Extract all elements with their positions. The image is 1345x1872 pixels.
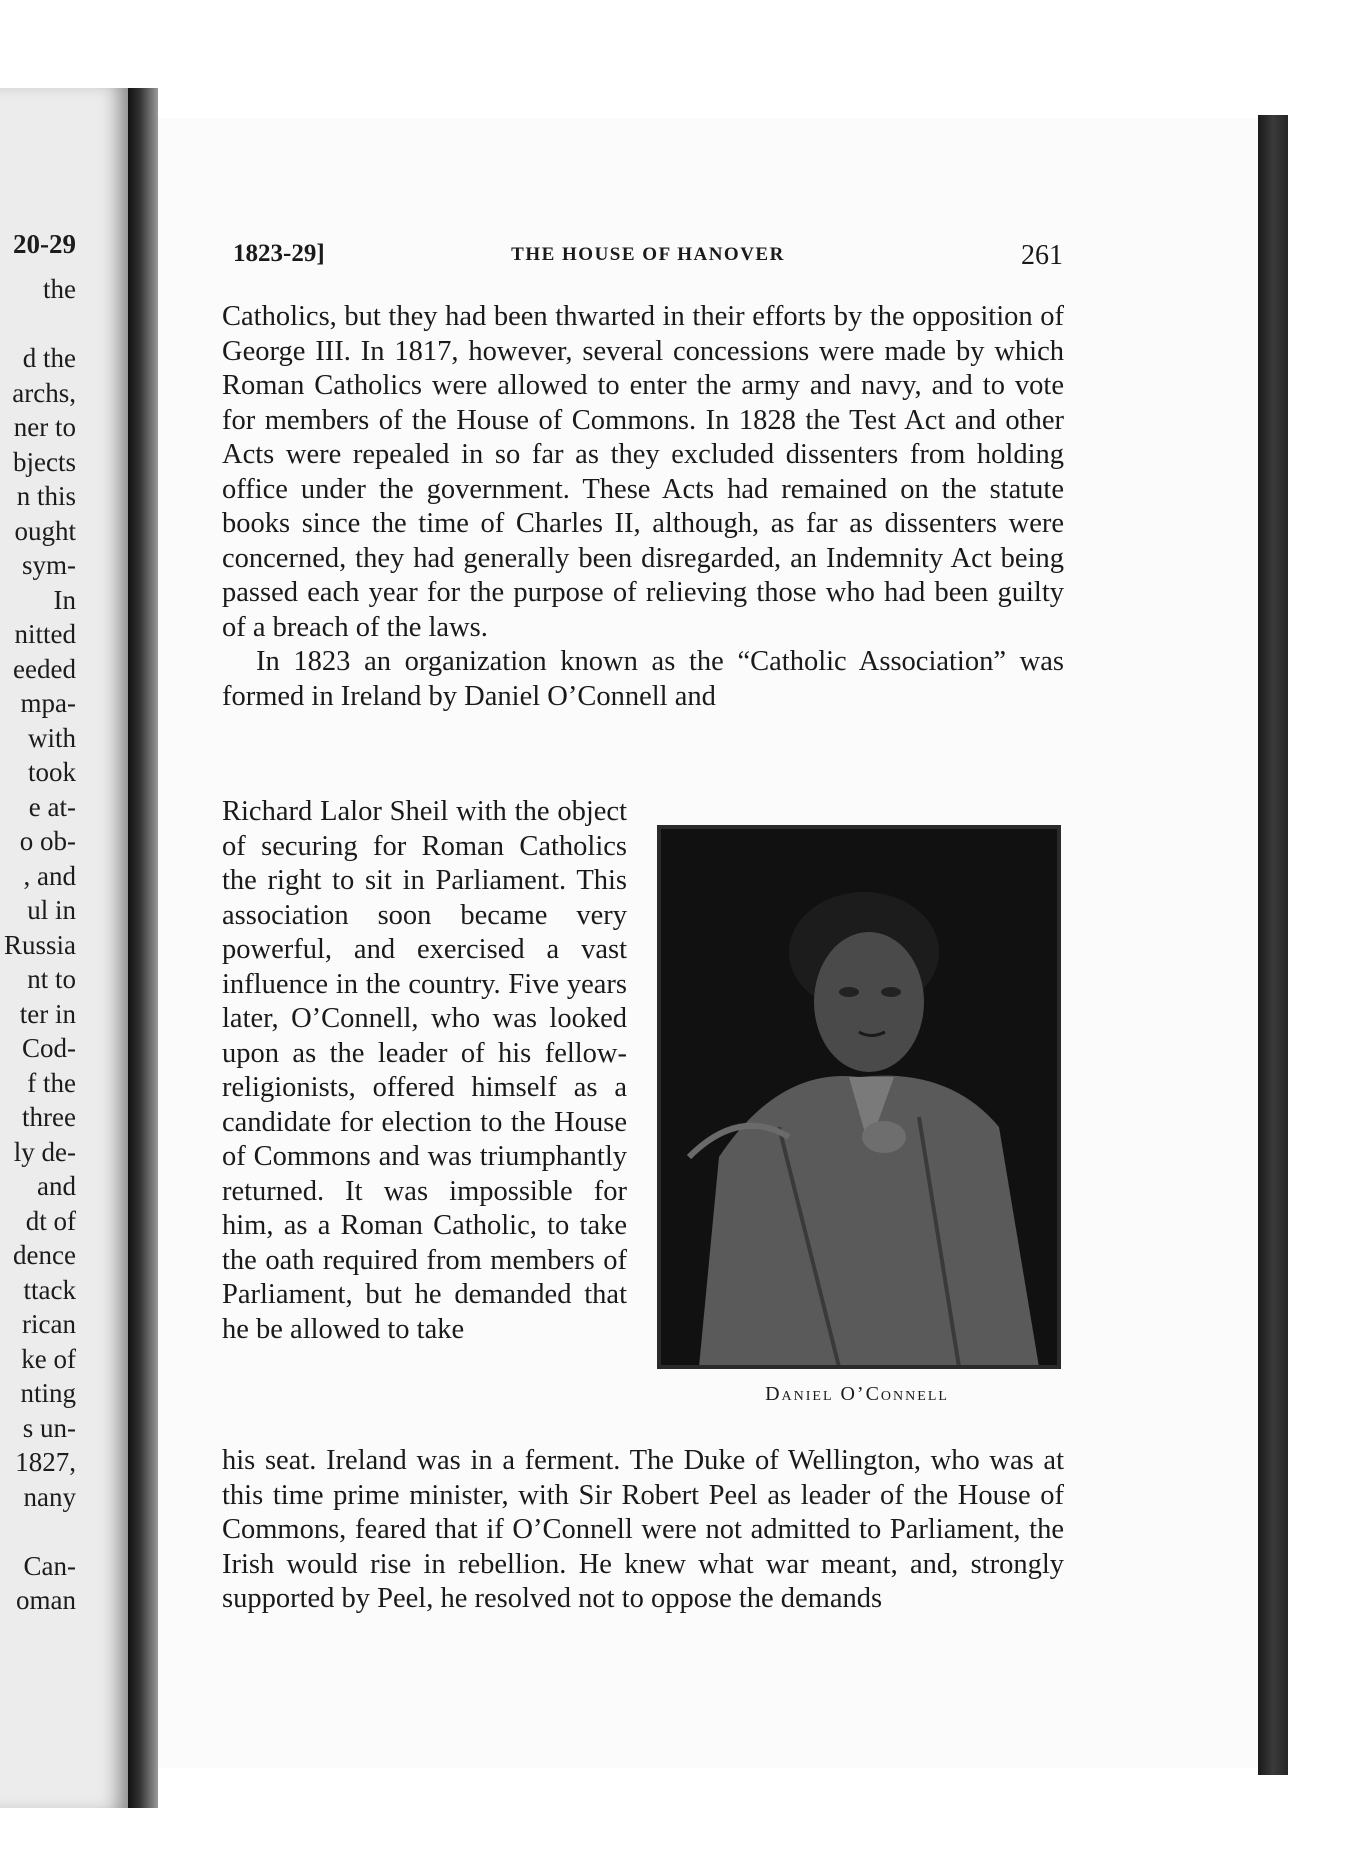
left-page-fragment: ner to [13,412,76,442]
left-page-fragment: the [43,274,76,304]
left-page-fragment: eeded [13,653,76,684]
text-beside-portrait: Richard Lalor Sheil with the object of securing for Roman Catholics the right to sit in Parliament. This association soon became very powerful, and exercised a vast influence in the country. Five years later, O’Connell, who was looked upon as the leader of his fellow-religionists, offered himself as a candidate for election to the House of Commons and was triumphantly returned. It was impossible for him, as a Roman Catholic, to take the oath required from members of Parliament, but he demanded that he be allowed to take [222,796,627,1345]
left-page-fragment: In [53,584,76,615]
left-page-fragment: Russia [3,929,76,960]
left-page-fragment: f the [27,1067,76,1098]
left-page-fragment: and [37,1171,76,1201]
left-page-fragment: 1827, [15,1447,76,1477]
left-page-fragment: ttack [23,1274,76,1305]
left-page-fragment: s un- [22,1412,76,1443]
left-page-fragment: Cod- [22,1033,76,1063]
left-page-fragment: bjects [13,446,76,477]
left-page-fragment: nting [20,1378,76,1408]
left-page-fragment: sym- [22,550,76,580]
left-page-fragment: ought [14,515,76,546]
left-page-fragment: ter in [19,998,76,1029]
left-page-fragment: o ob- [19,826,76,856]
left-page-fragment: e at- [28,791,76,822]
left-page-fragment: 20-29 [13,229,76,259]
main-text-top [222,300,1064,714]
left-page-fragment: dt of [25,1205,76,1236]
header-years: 1823-29] [233,240,325,267]
left-page-fragment: rican [22,1309,76,1339]
left-page-fragment: oman [16,1585,76,1615]
header-title: THE HOUSE OF HANOVER [511,244,785,265]
left-page-fragment: took [27,757,76,787]
left-page-fragment: ly de- [13,1136,76,1167]
portrait-engraving [659,827,1059,1367]
book-spine-shadow [128,88,158,1808]
left-page-text-fragments [0,216,128,1618]
left-page-fragment: , and [23,860,76,891]
left-page-fragment: nt to [27,964,76,994]
running-header [233,240,1063,280]
left-page-fragment: ke of [21,1343,76,1374]
paragraph-association-start: In 1823 an organization known as the “Catholic Association” was formed in Ireland by Daniel O’Connell and [222,646,1064,712]
page-edge-shadow [1258,115,1288,1775]
left-page-fragment: archs, [12,377,76,408]
portrait-illustration [657,825,1061,1369]
paragraph-catholics: Catholics, but they had been thwarted in their efforts by the opposition of George III. In 1817, however, several concessions were made by which Roman Catholics were allowed to enter the army and navy, and to vote for members of the House of Commons. In 1828 the Test Act and other Acts were repealed in so far as they excluded dissenters from holding office under the government. These Acts had remained on the statute books since the time of Charles II, although, as far as dissenters were concerned, they had generally been disregarded, an Indemnity Act being passed each year for the purpose of relieving those who had been guilty of a breach of the laws. [222,301,1064,643]
left-page-fragment [0,307,128,342]
facing-left-page [0,88,128,1808]
left-page-fragment: dence [13,1240,76,1270]
left-page-fragment: mpa- [20,688,76,718]
left-page-fragment: nitted [14,619,76,649]
left-page-fragment [0,1514,128,1549]
left-page-fragment: nany [23,1481,76,1512]
left-page-fragment: ul in [27,895,76,925]
left-page-fragment: three [22,1102,76,1132]
page-number: 261 [1021,240,1063,271]
main-text-bottom: his seat. Ireland was in a ferment. The Duke of Wellington, who was at this time prime minister, with Sir Robert Peel as leader of the House of Commons, feared that if O’Connell were not admitted to Parliament, the Irish would rise in rebellion. He knew what war meant, and, strongly supported by Peel, he resolved not to oppose the demands [222,1445,1064,1614]
left-page-fragment: Can- [23,1550,76,1581]
left-page-fragment: n this [16,481,76,511]
portrait-caption: Daniel O’Connell [765,1383,949,1405]
left-page-fragment: with [27,722,76,753]
left-page-fragment: d the [22,343,76,373]
